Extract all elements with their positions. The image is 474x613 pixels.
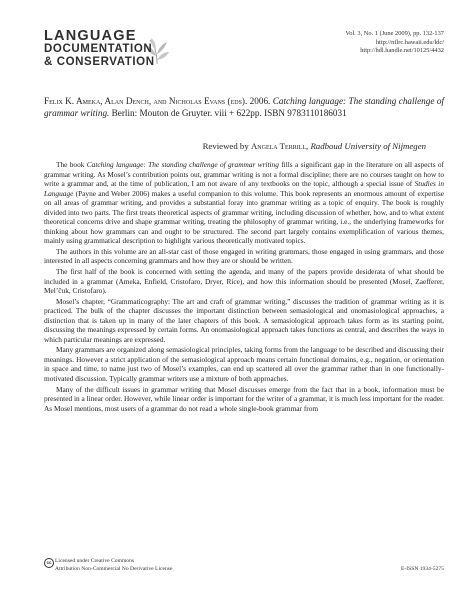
journal-handle-link[interactable]: http://hdl.handle.net/10125/4432 — [360, 47, 444, 55]
citation-authors: Felix K. Ameka, Alan Dench, and Nicholas Evans (eds). 2006. — [44, 96, 271, 106]
logo-line-conservation: & CONSERVATION — [44, 56, 155, 68]
p1-text-c: (Payne and Weber 2006) makes a useful companion to this volume. This book represents an enormous amount of expertise on all areas of grammar writing, and provides a substantial foray into grammar writing as a topic of enquiry. The book is roughly divided into two parts. The first treats theoretical aspects of grammar writing, including discussion of whether, how, and to what extent theoretical concerns drive and shape grammar writing, treating the philosophy of grammar writing, i.e., the underlying frameworks for thinking about how grammars can and ought to be structured. The second part largely contains exemplification of various themes, mainly using grammatical description to highlight various theoretically motivated topics. — [44, 188, 444, 246]
reviewer-name: Angela Terrill, — [250, 141, 309, 151]
logo-line-documentation: DOCUMENTATION — [44, 43, 153, 55]
reviewer-affiliation: Radboud University of Nijmegen — [310, 141, 426, 151]
citation-publisher: Berlin: Mouton de Gruyter. viii + 622pp. ISBN 9783110186031 — [111, 107, 347, 118]
reviewer-line — [203, 141, 426, 152]
creative-commons-icon: cc — [44, 558, 54, 568]
logo-line-language: LANGUAGE — [44, 28, 137, 44]
paragraph-3: The first half of the book is concerned with setting the agenda, and many of the papers provide desiderata of what should be included in a grammar (Ameka, Enfield, Cristofaro, Dryer, Rice), and how this information should be presented (Mosel, Zaefferer, Mel’čuk, Cristofaro). — [44, 267, 444, 296]
journal-logo — [44, 28, 224, 70]
journal-volume: Vol. 3, No. 1 (June 2009), pp. 132-137 — [345, 30, 444, 37]
license-line-1: Licensed under Creative Commons — [55, 558, 135, 564]
p1-text-a: The book — [56, 160, 87, 169]
journal-info — [345, 30, 444, 56]
p1-text-b: fills a significant gap in the literature on all aspects of grammar writing. As Mosel’s contribution points out, grammar writing is not a formal discipline; there are no courses taught on how to write a grammar and, at the time of publication, I am not aware of any textbooks on the topic, although a special issue of — [44, 160, 444, 189]
paragraph-2: The authors in this volume are an all-star cast of those engaged in writing grammars, those engaged in using grammars, and those interested in all aspects concerning grammars and how they are or should be written. — [44, 246, 444, 266]
review-body — [44, 160, 444, 414]
eissn: E-ISSN 1934-5275 — [400, 566, 444, 572]
reviewed-by-label: Reviewed by — [202, 141, 249, 151]
p1-journal-title: Studies in Language — [44, 179, 444, 198]
journal-url-link[interactable]: http://nflrc.hawaii.edu/ldc/ — [375, 38, 444, 46]
license-line-2: Attribution Non-Commercial No Derivative License — [55, 566, 173, 572]
paragraph-4: Mosel’s chapter, “Grammaticography: The art and craft of grammar writing,” discusses the tradition of grammar writing as it is practiced. The bulk of the chapter discusses the important distinction between semasiological and onomasiological approaches, a distinction that is taken up in many of the later chapters of this book. A semasiological approach takes form as its starting point, discussing the meanings expressed by certain forms. An onomasiological approach takes functions as central, and describes the ways in which particular meanings are expressed. — [44, 296, 444, 344]
citation-title: Catching language: The standing challenge of grammar writing. — [44, 96, 444, 118]
paragraph-1 — [44, 160, 444, 246]
page-footer — [44, 558, 444, 588]
p1-book-title: Catching language: The standing challenge of grammar writing — [86, 160, 279, 169]
book-citation — [44, 96, 444, 120]
paragraph-5: Many grammars are organized along semasiological principles, taking forms from the language to be described and discussing their meanings. However a strict application of the semasiological approach means certain functional domains, e.g., negation, or orientation in space and time, to name just two of Mosel’s examples, can end up scattered all over the grammar rather than in one functionally-motivated discussion. Typically grammar writers use a mixture of both approaches. — [44, 345, 444, 384]
paragraph-6: Many of the difficult issues in grammar writing that Mosel discusses emerge from the fact that in a book, information must be presented in a linear order. However, while linear order is important for the writer of a grammar, it is much less important for the reader. As Mosel mentions, most users of a grammar do not read a whole single-book grammar from — [44, 384, 444, 413]
